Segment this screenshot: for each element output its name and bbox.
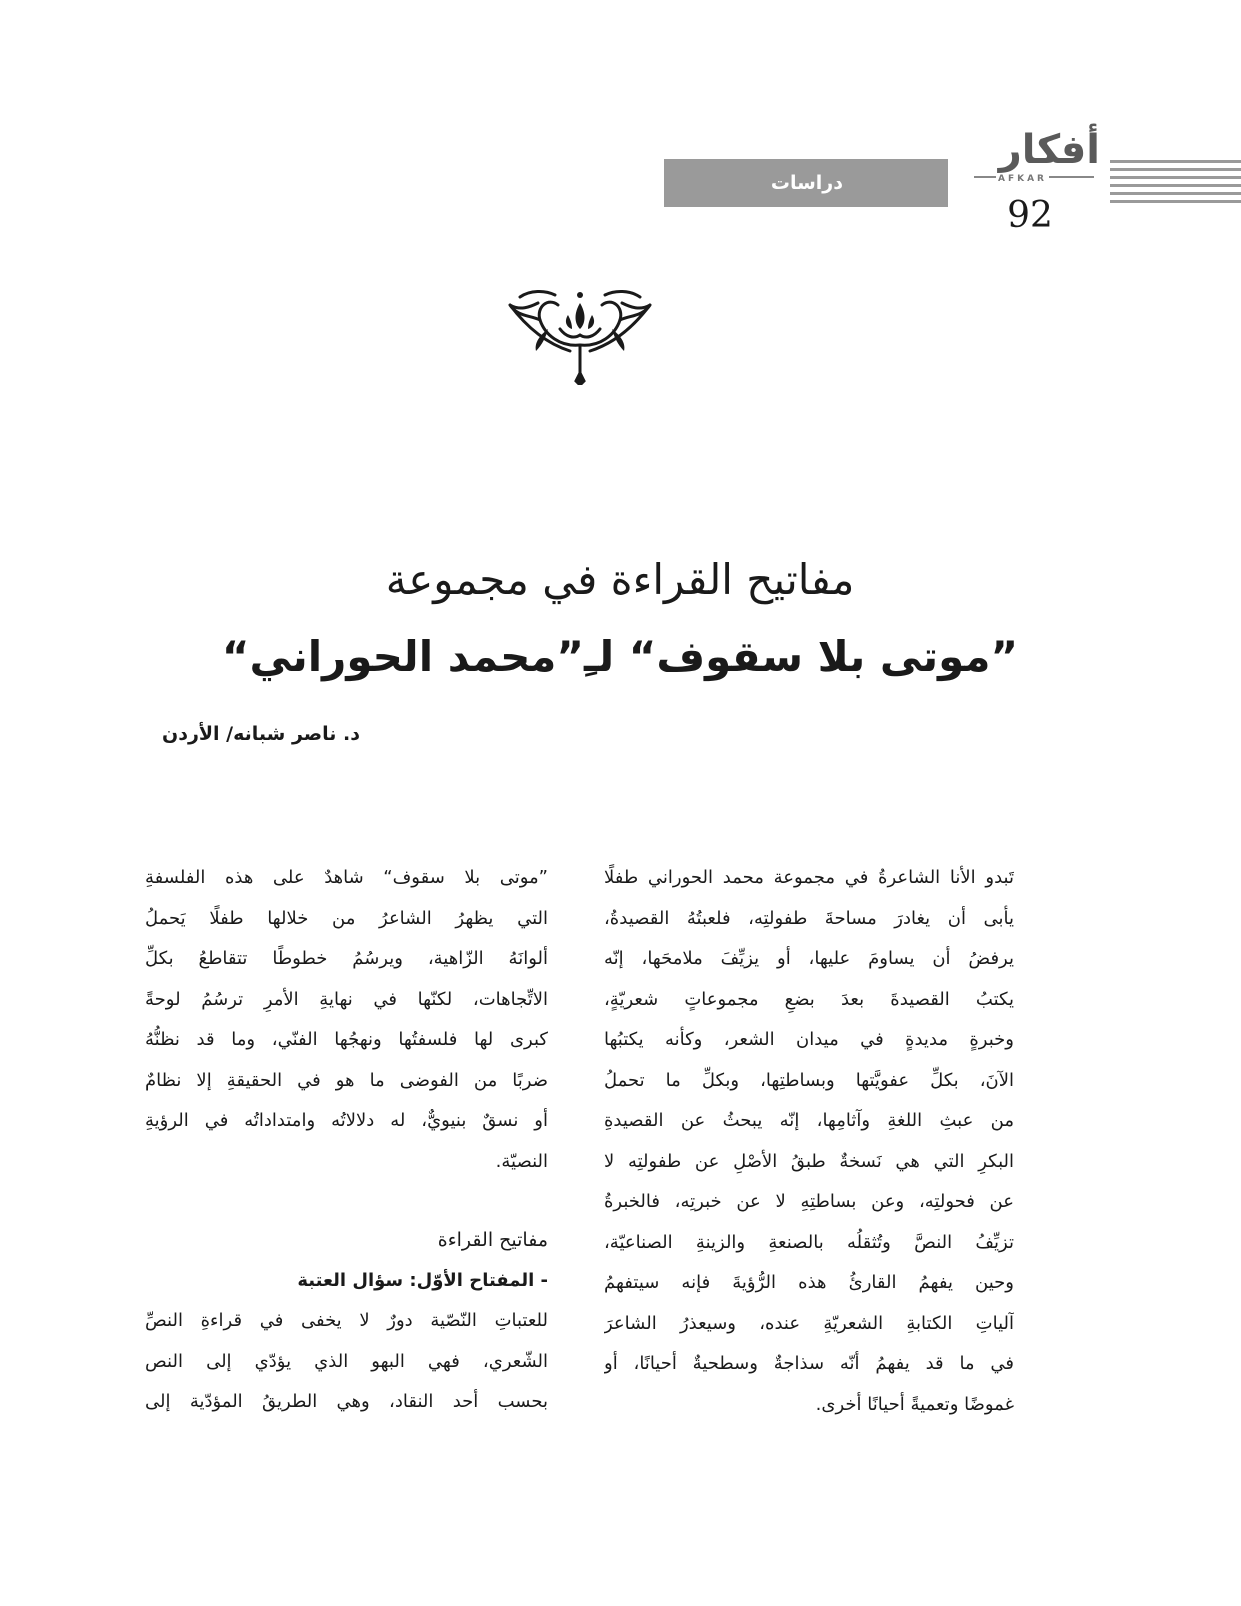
magazine-logo [970,128,1100,188]
text-line: تزيِّفُ النصَّ وتُثقلُه بالصنعةِ والزينةِ الصناعيّة، [604,1231,1014,1253]
text-line: في ما قد يفهمُ أنّه سذاجةٌ وسطحيةٌ أحيانًا، أو [604,1353,1014,1374]
section-subheading: مفاتيح القراءة [437,1229,548,1251]
text-line: الآنَ، بكلِّ عفويَّتها وبساطتِها، وبكلِّ ما تحملُ [604,1069,1014,1091]
text-line: ”موتى بلا سقوف“ شاهدٌ على هذه الفلسفةِ [145,867,548,888]
text-line: الشّعري، فهي البهو الذي يؤدّي إلى النص [145,1350,548,1372]
text-line: النصيّة. [495,1150,548,1172]
section-label: دراسات [770,172,843,194]
text-line: عن فحولتِه، وعن بساطتِهِ لا عن خبرتِه، فالخبرةُ [604,1191,1014,1212]
text-line: بحسب أحد النقاد، وهي الطريقُ المؤدّية إلى [145,1391,548,1412]
article-title-line2: ”موتى بلا سقوف“ لـِ”محمد الحوراني“ [221,632,1019,681]
text-line: يكتبُ القصيدةَ بعدَ بضعِ مجموعاتٍ شعريّةٍ، [604,988,1014,1010]
text-line: وخبرةٍ مديدةٍ في ميدان الشعر، وكأنه يكتبُها [604,1029,1014,1050]
section-label-bar [664,159,948,207]
text-line: التي يظهرُ الشاعرُ من خلالها طفلًا يَحملُ [145,907,548,929]
page-number: 92 [1007,195,1053,236]
text-line: وحين يفهمُ القارئُ هذه الرُّؤيةَ فإنه سيتفهمُ [604,1272,1014,1293]
body-column-right [604,858,1014,1425]
article-author: د. ناصر شبانه/ الأردن [162,723,360,745]
text-line: أو نسقٌ بنيويٌّ، له دلالاتُه وامتداداتُه في الرؤيةِ [145,1110,548,1131]
header-stripes [1110,160,1241,208]
body-column-left [145,858,548,1423]
text-line: غموضًا وتعميةً أحيانًا أخرى. [815,1393,1014,1415]
text-line: الاتِّجاهات، لكنّها في نهايةِ الأمرِ ترسُمُ لوحةً [145,988,548,1010]
text-line: ألوانَهُ الزّاهية، ويرسُمُ خطوطًا تتقاطعُ بكلِّ [145,948,548,969]
text-line: البكرِ التي هي نَسخةٌ طبقُ الأصْلِ عن طفولتِه لا [604,1150,1014,1172]
text-line: تَبدو الأنا الشاعرةُ في مجموعة محمد الحوراني طفلًا [604,867,1014,888]
article-title-line1: مفاتيح القراءة في مجموعة [385,555,855,604]
text-line: آلياتِ الكتابةِ الشعريّةِ عنده، وسيعذرُ الشاعرَ [604,1312,1014,1334]
text-line: كبرى لها فلسفتُها ونهجُها الفنّي، وما قد نظنُّهُ [145,1029,548,1050]
logo-latin: AFKAR [998,174,1047,184]
key-title: - المفتاح الأوّل: سؤال العتبة [297,1269,548,1291]
text-line: ضربًا من الفوضى ما هو في الحقيقةِ إلا نظامٌ [145,1069,548,1091]
floral-ornament-icon [500,285,660,385]
logo-arabic: أفكار [998,127,1100,173]
text-line: للعتباتِ النّصّية دورٌ لا يخفى في قراءةِ النصِّ [145,1310,548,1331]
text-line: يأبى أن يغادرَ مساحةَ طفولتِه، فلعبتُهُ القصيدةُ، [604,907,1014,929]
text-line: من عبثِ اللغةِ وآثامِها، إنّه يبحثُ عن القصيدةِ [604,1110,1014,1131]
text-line: يرفضُ أن يساومَ عليها، أو يزيِّفَ ملامحَها، إنّه [604,948,1014,969]
